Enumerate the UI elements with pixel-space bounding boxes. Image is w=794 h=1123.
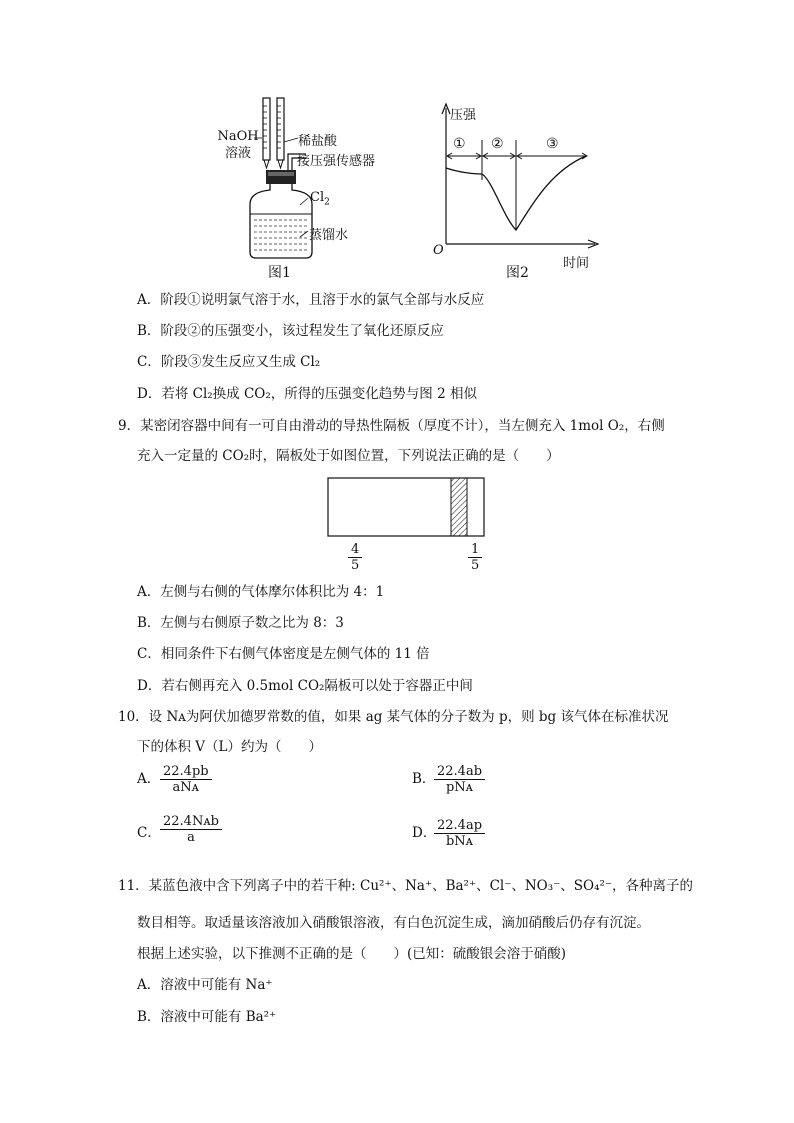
q10-option-a-label: A． xyxy=(137,771,161,787)
q10-d-num: 22.4ap xyxy=(437,818,483,833)
q8-option-a: A．阶段①说明氯气溶于水，且溶于水的氯气全部与水反应 xyxy=(137,292,485,308)
q8-option-c: C．阶段③发生反应又生成 Cl₂ xyxy=(137,354,321,370)
naoh-label-line1: NaOH xyxy=(217,129,259,144)
q10-c-den: a xyxy=(160,829,222,845)
cl2-label-text: Cl xyxy=(310,190,325,205)
q8-option-b: B．阶段②的压强变小，该过程发生了氧化还原反应 xyxy=(137,323,444,339)
q10-option-d-label: D． xyxy=(412,825,437,841)
q9-option-c: C．相同条件下右侧气体密度是左侧气体的 11 倍 xyxy=(137,646,430,662)
q11-stem-line3: 根据上述实验，以下推测不正确的是（ ）(已知：硫酸银会溶于硝酸) xyxy=(137,946,567,962)
q11-stem-line2: 数目相等。取适量该溶液加入硝酸银溶液，有白色沉淀生成，滴加硝酸后仍存有沉淀。 xyxy=(137,915,650,931)
q10-b-num: 22.4ab xyxy=(437,764,483,779)
q10-option-b-fraction xyxy=(434,764,485,795)
q8-option-d: D．若将 Cl₂换成 CO₂，所得的压强变化趋势与图 2 相似 xyxy=(137,386,477,402)
q11-option-b: B．溶液中可能有 Ba²⁺ xyxy=(137,1009,277,1025)
figure-1-caption: 图1 xyxy=(268,265,291,281)
q9-left-fraction xyxy=(348,542,362,573)
q10-c-num: 22.4Nᴀb xyxy=(163,814,219,829)
pressure-axis-label: 压强 xyxy=(450,108,477,123)
q9-right-fraction xyxy=(468,542,482,573)
q10-option-d-fraction xyxy=(434,818,485,849)
q9-left-den: 5 xyxy=(348,557,362,573)
figure-1-apparatus xyxy=(210,92,400,282)
q9-right-num: 1 xyxy=(471,542,480,557)
water-label: 蒸馏水 xyxy=(309,228,349,243)
q9-stem-line1: 9．某密闭容器中间有一可自由滑动的导热性隔板（厚度不计），当左侧充入 1mol O₂，右侧 xyxy=(118,418,665,434)
q9-option-b: B．左侧与右侧原子数之比为 8：3 xyxy=(137,615,344,631)
origin-label: O xyxy=(433,243,444,258)
q9-option-d: D．若右侧再充入 0.5mol CO₂隔板可以处于容器正中间 xyxy=(137,678,473,694)
q9-right-den: 5 xyxy=(468,557,482,573)
q11-option-a: A．溶液中可能有 Na⁺ xyxy=(137,977,273,993)
q9-left-num: 4 xyxy=(351,542,360,557)
q10-stem-line2: 下的体积 V（L）约为（ ） xyxy=(137,739,323,755)
naoh-label xyxy=(216,128,260,162)
stage-3-label: ③ xyxy=(546,136,559,152)
q10-stem-line1: 10．设 Nᴀ为阿伏加德罗常数的值，如果 ag 某气体的分子数为 p，则 bg 该气体在标准状况 xyxy=(118,709,669,725)
sensor-label: 接压强传感器 xyxy=(297,154,376,169)
q11-stem-line1: 11．某蓝色液中含下列离子中的若干种: Cu²⁺、Na⁺、Ba²⁺、Cl⁻、NO₃⁻、SO₄²⁻，各种离子的 xyxy=(118,878,694,894)
time-axis-label: 时间 xyxy=(563,256,590,271)
cl2-label xyxy=(310,190,330,208)
q10-option-c-label: C． xyxy=(137,825,161,841)
q9-stem-line2: 充入一定量的 CO₂时，隔板处于如图位置，下列说法正确的是（ ） xyxy=(137,448,560,464)
q10-option-c-fraction xyxy=(160,814,222,845)
figure-2-caption: 图2 xyxy=(506,265,529,281)
stage-2-label: ② xyxy=(491,136,504,152)
hcl-label: 稀盐酸 xyxy=(298,134,338,149)
q9-partition xyxy=(451,478,467,536)
q10-a-num: 22.4pb xyxy=(163,764,209,779)
q10-option-a-fraction xyxy=(160,764,212,795)
q10-option-b-label: B． xyxy=(412,771,436,787)
q10-d-den: bNᴀ xyxy=(434,833,485,849)
stage-1-label: ① xyxy=(453,136,466,152)
q10-b-den: pNᴀ xyxy=(434,779,485,795)
q9-container-diagram xyxy=(326,476,490,540)
q10-a-den: aNᴀ xyxy=(160,779,212,795)
cl2-label-sub: 2 xyxy=(324,197,330,208)
q9-option-a: A．左侧与右侧的气体摩尔体积比为 4：1 xyxy=(137,584,385,600)
naoh-label-line2: 溶液 xyxy=(224,146,251,161)
